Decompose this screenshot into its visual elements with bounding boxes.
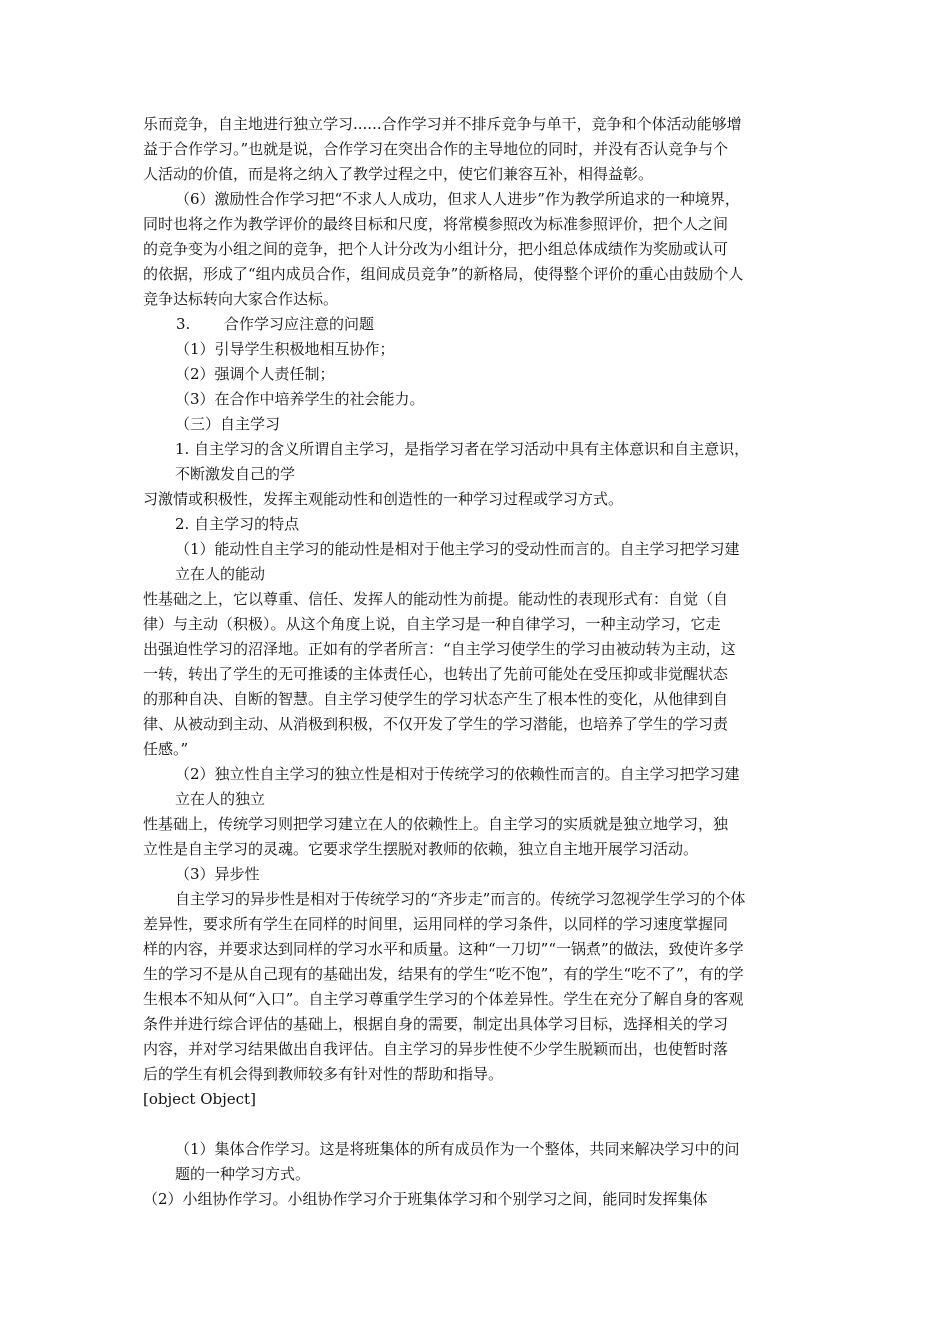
paragraph-line: 条件并进行综合评估的基础上，根据自身的需要，制定出具体学习目标，选择相关的学习	[143, 1015, 729, 1033]
paragraph-line: 同时也将之作为教学评价的最终目标和尺度，将常模参照改为标准参照评价，把个人之间	[143, 215, 729, 233]
list-item: （2）强调个人责任制；	[175, 365, 335, 383]
paragraph-line: 乐而竞争，自主地进行独立学习......合作学习并不排斥竞争与单干，竞争和个体活动能够增	[143, 115, 742, 133]
paragraph-line: 自主学习的异步性是相对于传统学习的“齐步走”而言的。传统学习忽视学生学习的个体	[175, 890, 746, 908]
paragraph-line: （1）集体合作学习。这是将班集体的所有成员作为一个整体，共同来解决学习中的问	[175, 1140, 740, 1158]
section-heading: （3）异步性	[175, 865, 260, 883]
paragraph-line: 益于合作学习。”也就是说，合作学习在突出合作的主导地位的同时，并没有否认竞争与个	[143, 140, 729, 158]
paragraph-line: 立在人的独立	[175, 790, 266, 808]
paragraph-line: 1. 自主学习的含义所谓自主学习，是指学习者在学习活动中具有主体意识和自主意识，	[175, 440, 750, 458]
paragraph-line: 人活动的价值，而是将之纳入了教学过程之中，使它们兼容互补，相得益彰。	[143, 165, 654, 183]
paragraph-line: [object Object]	[143, 1090, 256, 1108]
list-item: 题的一种学习方式。	[175, 1165, 311, 1183]
section-heading: 2. 自主学习的特点	[175, 515, 300, 533]
paragraph-line: 的竞争变为小组之间的竞争，把个人计分改为小组计分，把小组总体成绩作为奖励或认可	[143, 240, 729, 258]
paragraph-line: 样的内容，并要求达到同样的学习水平和质量。这种“一刀切”“一锅煮”的做法，致使许多学	[143, 940, 744, 958]
paragraph-line: 立在人的能动	[175, 565, 266, 583]
paragraph-line: 不断激发自己的学	[175, 465, 296, 483]
list-item: （3）在合作中培养学生的社会能力。	[175, 390, 425, 408]
paragraph-line: 差异性，要求所有学生在同样的时间里，运用同样的学习条件，以同样的学习速度掌握同	[143, 915, 729, 933]
paragraph-line: 一转，转出了学生的无可推诿的主体责任心，也转出了先前可能处在受压抑或非觉醒状态	[143, 665, 729, 683]
paragraph-line: 生根本不知从何“入口”。自主学习尊重学生学习的个体差异性。学生在充分了解自身的客观	[143, 990, 744, 1008]
paragraph-line: 立性是自主学习的灵魂。它要求学生摆脱对教师的依赖，独立自主地开展学习活动。	[143, 840, 699, 858]
section-title: 合作学习应注意的问题	[224, 315, 375, 333]
paragraph-line: 任感。”	[143, 740, 189, 758]
section-number: 3.	[176, 315, 191, 333]
paragraph-line: 竞争达标转向大家合作达标。	[143, 290, 339, 308]
section-heading	[176, 314, 374, 334]
paragraph-line: 的那种自决、自断的智慧。自主学习使学生的学习状态产生了根本性的变化，从他律到自	[143, 690, 729, 708]
paragraph-line: 后的学生有机会得到教师较多有针对性的帮助和指导。	[143, 1065, 504, 1083]
paragraph-line: 内容，并对学习结果做出自我评估。自主学习的异步性使不少学生脱颖而出，也使暂时落	[143, 1040, 729, 1058]
paragraph-line: 习激情或积极性，发挥主观能动性和创造性的一种学习过程或学习方式。	[143, 490, 624, 508]
paragraph-line: 性基础上，传统学习则把学习建立在人的依赖性上。自主学习的实质就是独立地学习，独	[143, 815, 729, 833]
section-heading: （三）自主学习	[175, 415, 281, 433]
paragraph-line: 性基础之上，它以尊重、信任、发挥人的能动性为前提。能动性的表现形式有：自觉（自	[143, 590, 729, 608]
paragraph-line: （2）独立性自主学习的独立性是相对于传统学习的依赖性而言的。自主学习把学习建	[175, 765, 740, 783]
paragraph-line: 生的学习不是从自己现有的基础出发，结果有的学生“吃不饱”，有的学生“吃不了”，有的学	[143, 965, 744, 983]
paragraph-line: （2）小组协作学习。小组协作学习介于班集体学习和个别学习之间，能同时发挥集体	[143, 1190, 708, 1208]
paragraph-line: 的依据，形成了“组内成员合作，组间成员竞争”的新格局，使得整个评价的重心由鼓励个人	[143, 265, 744, 283]
section-heading	[176, 1114, 224, 1134]
paragraph-line: 出强迫性学习的沼泽地。正如有的学者所言：“自主学习使学生的学习由被动转为主动，这	[143, 640, 736, 658]
list-item: （1）引导学生积极地相互协作；	[175, 340, 395, 358]
paragraph-line: 律）与主动（积极）。从这个角度上说，自主学习是一种自律学习，一种主动学习，它走	[143, 615, 721, 633]
paragraph-line: 律、从被动到主动、从消极到积极，不仅开发了学生的学习潜能，也培养了学生的学习责	[143, 715, 729, 733]
paragraph-line: （1）能动性自主学习的能动性是相对于他主学习的受动性而言的。自主学习把学习建	[175, 540, 740, 558]
paragraph-line: （6）激励性合作学习把“不求人人成功，但求人人进步”作为教学所追求的一种境界，	[175, 190, 740, 208]
